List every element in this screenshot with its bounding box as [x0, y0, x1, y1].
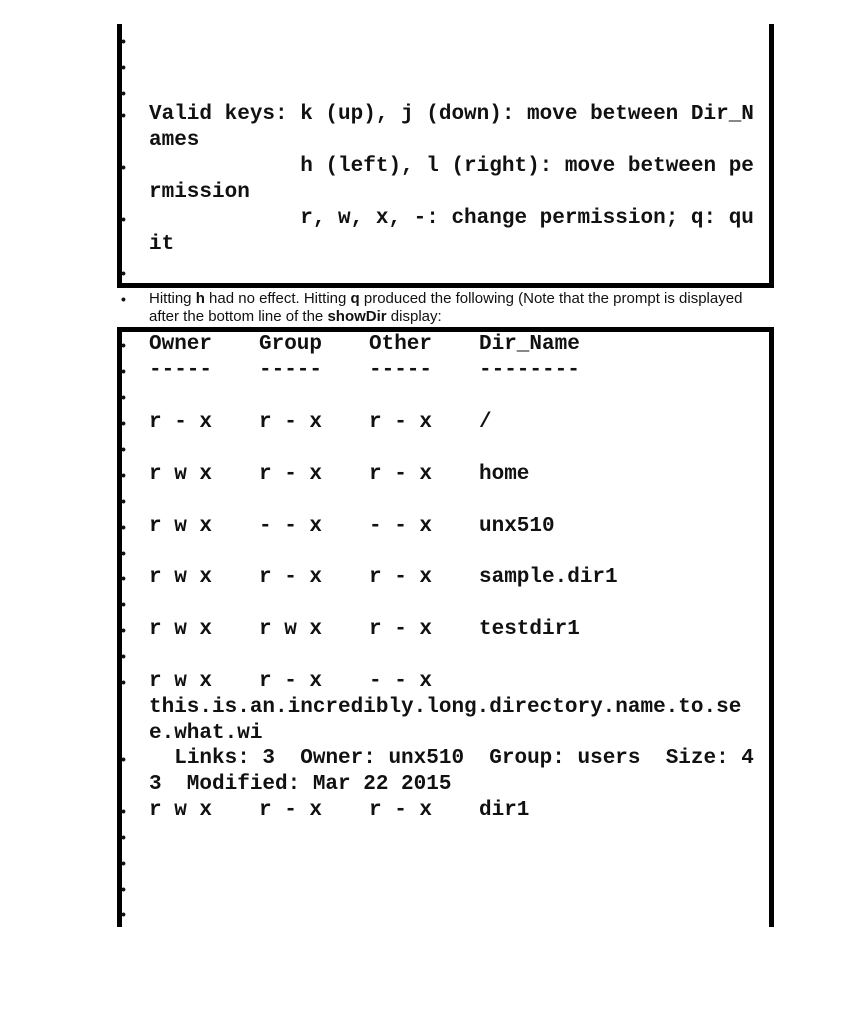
empty-bullet: •	[121, 389, 126, 405]
key-q: q	[350, 290, 360, 307]
empty-bullet: •	[121, 265, 126, 281]
empty-bullet: •	[121, 33, 126, 49]
table-row: • r w x r - x - - x	[121, 670, 433, 693]
table-row: • r w x - - x - - x unx510	[121, 515, 555, 538]
empty-bullet: •	[121, 441, 126, 457]
table-row: • r w x r w x r - x testdir1	[121, 618, 580, 641]
empty-bullet: •	[121, 829, 126, 845]
empty-bullet: •	[121, 855, 126, 871]
table-row: • r w x r - x r - x sample.dir1	[121, 566, 618, 589]
table-header-dashes: • ----- ----- ----- --------	[121, 359, 580, 382]
empty-bullet: •	[121, 881, 126, 897]
table-header: • Owner Group Other Dir_Name	[121, 333, 580, 356]
command-name: showDir	[327, 308, 387, 325]
empty-bullet: •	[121, 85, 126, 101]
empty-bullet: •	[121, 906, 126, 922]
help-line-keys: • Valid keys: k (up), j (down): move between Dir_Names	[121, 103, 754, 152]
empty-bullet: •	[121, 596, 126, 612]
table-row: • r w x r - x r - x dir1	[121, 799, 530, 822]
note-paragraph: • Hitting h had no effect. Hitting q produced the following (Note that the prompt is displayed after the bottom line of the showDir display:	[121, 290, 743, 325]
empty-bullet: •	[121, 648, 126, 664]
table-row: • r - x r - x r - x /	[121, 411, 492, 434]
help-line-change: • r, w, x, -: change permission; q: quit	[121, 207, 754, 256]
empty-bullet: •	[121, 545, 126, 561]
key-h: h	[195, 290, 205, 307]
empty-bullet: •	[121, 493, 126, 509]
table-row: • r w x r - x r - x home	[121, 463, 530, 486]
directory-info: • Links: 3 Owner: unx510 Group: users Size: 43 Modified: Mar 22 2015	[121, 747, 754, 796]
empty-bullet: •	[121, 59, 126, 75]
help-line-permission: • h (left), l (right): move between permission	[121, 155, 754, 204]
long-directory-name: this.is.an.incredibly.long.directory.name.to.see.what.wi	[149, 696, 742, 745]
